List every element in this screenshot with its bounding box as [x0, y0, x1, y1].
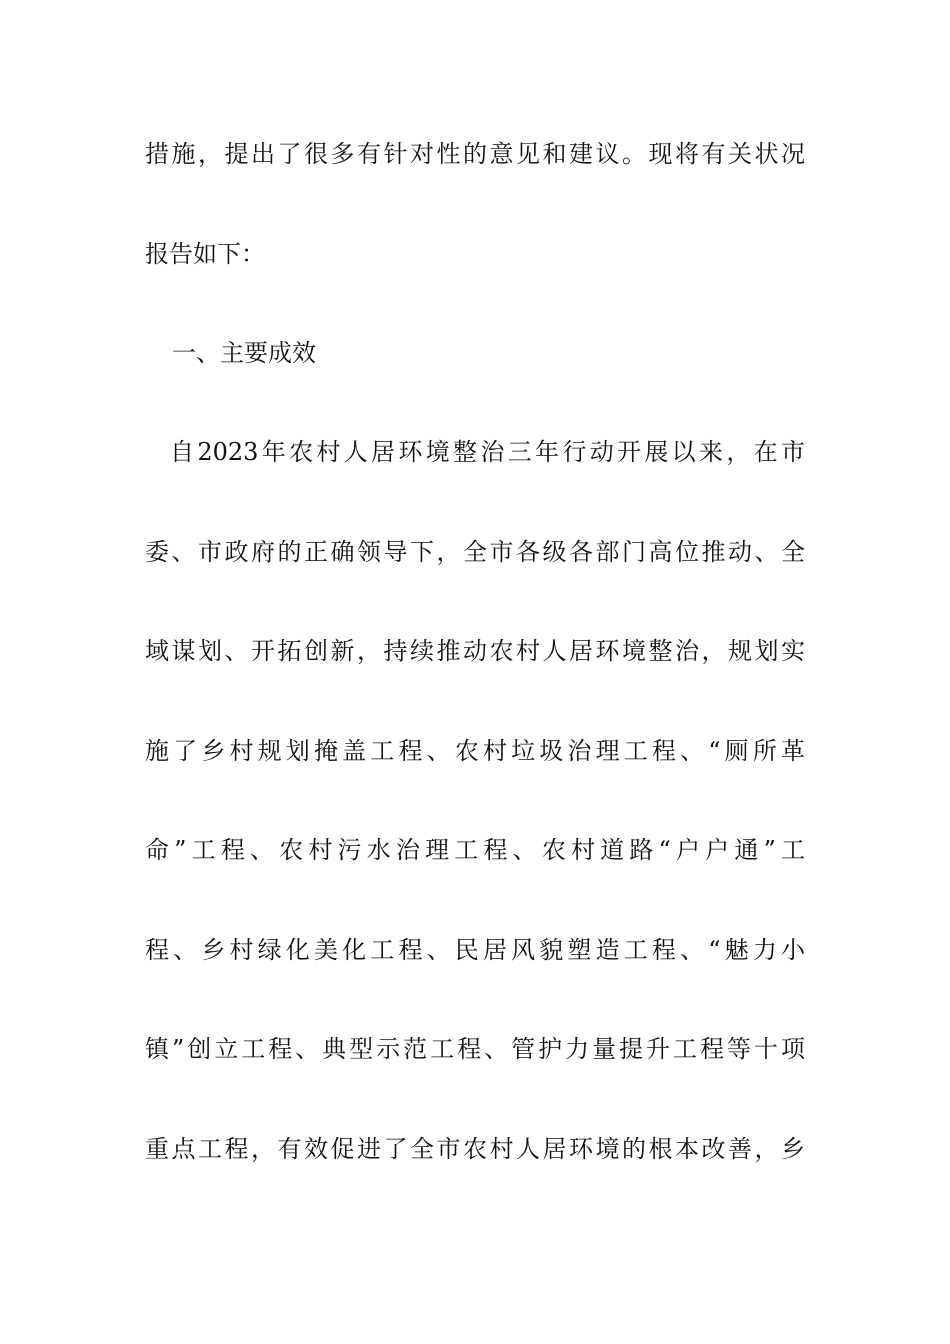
paragraph-line: 重点工程，有效促进了全市农村人居环境的根本改善，乡 — [145, 1135, 805, 1163]
section-heading: 一、主要成效 — [172, 339, 316, 367]
paragraph-line: 命”工程、农村污水治理工程、农村道路“户户通”工 — [145, 836, 805, 864]
paragraph-line: 报告如下： — [145, 240, 265, 268]
paragraph-line: 措施，提出了很多有针对性的意见和建议。现将有关状况 — [145, 140, 805, 168]
paragraph-line: 自2023年农村人居环境整治三年行动开展以来，在市 — [170, 438, 805, 466]
paragraph-line: 程、乡村绿化美化工程、民居风貌塑造工程、“魅力小 — [145, 936, 805, 964]
paragraph-line: 施了乡村规划掩盖工程、农村垃圾治理工程、“厕所革 — [145, 737, 805, 765]
paragraph-line: 委、市政府的正确领导下，全市各级各部门高位推动、全 — [145, 538, 805, 566]
paragraph-line: 镇”创立工程、典型示范工程、管护力量提升工程等十项 — [145, 1035, 805, 1063]
paragraph-line: 域谋划、开拓创新，持续推动农村人居环境整治，规划实 — [145, 637, 805, 665]
